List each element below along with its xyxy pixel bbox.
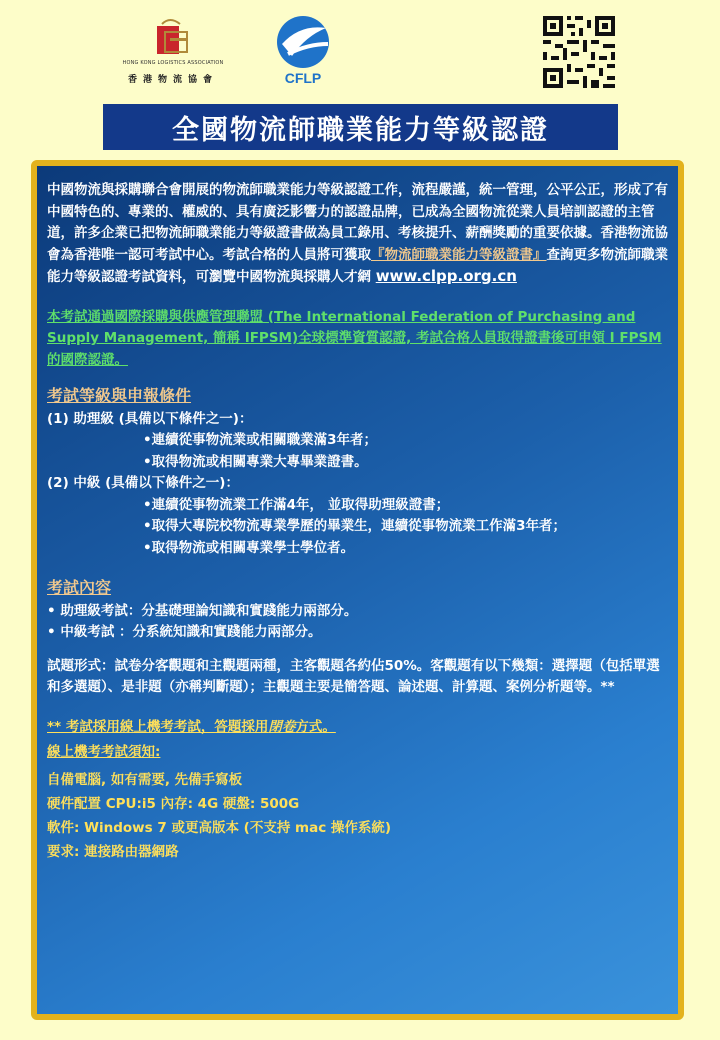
online-requirements [47, 768, 672, 864]
intro-text-2: 查詢更多物流師職業能力等級認證考試資料，可瀏覽中國物流與採購人才網 [47, 246, 668, 285]
online-requirement: 要求: 連接路由器網路 [47, 843, 179, 860]
page-title-bar [103, 104, 618, 150]
content-heading: 考試內容 [47, 578, 112, 597]
spacer [47, 289, 672, 307]
hkla-english-name: HONG KONG LOGISTICS ASSOCIATION [122, 60, 224, 66]
online-requirement: 硬件配置 CPU:i5 內存: 4G 硬盤: 500G [47, 795, 300, 812]
levels-heading: 考試等級與申報條件 [47, 386, 192, 405]
clpp-link[interactable]: www.clpp.org.cn [375, 267, 517, 285]
content-item: • 助理級考試：分基礎理論知識和實踐能力兩部分。 [47, 602, 358, 619]
hkla-logo [118, 16, 228, 92]
hkla-emblem-icon [156, 18, 190, 56]
page-title: 全國物流師職業能力等級認證 [172, 114, 549, 146]
spacer [47, 644, 672, 656]
intermediate-condition: •取得大專院校物流專業學歷的畢業生，連續從事物流業工作滿3年者； [143, 518, 567, 534]
online-requirement: 自備電腦, 如有需要, 先備手寫板 [47, 771, 243, 788]
intro-paragraph [47, 180, 672, 289]
logo-header [0, 0, 720, 100]
online-note-suffix: 方式。 [295, 718, 336, 735]
content-item: • 中級考試 ：分系統知識和實踐能力兩部分。 [47, 624, 322, 640]
assistant-condition: •取得物流或相關專業大專畢業證書。 [143, 453, 368, 470]
cflp-logo [270, 14, 336, 90]
intermediate-level: (2) 中級 (具備以下條件之一)： [47, 475, 239, 491]
intermediate-condition: •連續從事物流業工作滿4年， 並取得助理級證書； [143, 496, 450, 513]
assistant-condition: •連續從事物流業或相關職業滿3年者； [143, 432, 378, 448]
cflp-globe-icon [270, 14, 336, 70]
online-note-italic: 閉卷 [268, 718, 296, 735]
info-panel [31, 160, 684, 1020]
format-paragraph: 試題形式：試卷分客觀題和主觀題兩種，主客觀題各約佔50%。客觀題有以下幾類：選擇題（包括單選和多選題）、是非題（亦稱判斷題）；主觀題主要是簡答題、論述題、計算題、案例分析題等。** [47, 657, 660, 695]
info-content [47, 180, 672, 864]
online-requirement: 軟件: Windows 7 或更高版本 (不支持 mac 操作系統) [47, 819, 392, 836]
ifpsm-paragraph: 本考試通過國際採購與供應管理聯盟 (The International Federation of Purchasing and Supply Management, 簡稱 IFPSM)全球標準資質認證, 考試合格人員取得證書後可申領 I FPSM 的國際認證。 [47, 308, 662, 368]
online-note [47, 717, 672, 739]
spacer [47, 699, 672, 717]
intermediate-condition: •取得物流或相關專業學士學位者。 [143, 539, 355, 556]
online-note-prefix: ** 考試採用線上機考考試，答題採用 [47, 718, 269, 735]
cflp-wordmark: CFLP [284, 70, 322, 86]
cert-name: 『物流師職業能力等級證書』 [371, 246, 547, 263]
qr-code-icon[interactable] [541, 14, 617, 90]
online-heading: 線上機考考試須知: [47, 744, 161, 760]
hkla-chinese-name: 香港物流協會 [127, 75, 218, 85]
assistant-level: (1) 助理級 (具備以下條件之一)： [47, 410, 253, 427]
intro-text-1: 中國物流與採購聯合會開展的物流師職業能力等級認證工作，流程嚴謹，統一管理，公平公正，形成了有中國特色的、專業的、權威的、具有廣泛影響力的認證品牌，已成為全國物流從業人員培訓認證的主管道，許多企業已把物流師職業能力等級證書做為員工錄用、考核提升、薪酬獎勵的重要依據。香港物流協會為香港唯一認可考試中心。考試合格的人員將可獲取 [47, 182, 668, 263]
